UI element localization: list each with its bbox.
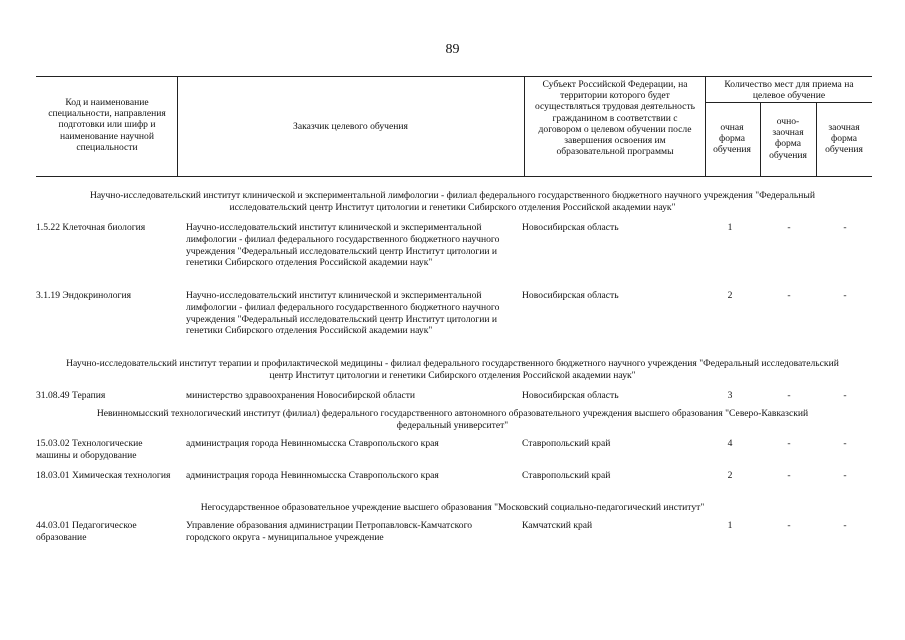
- header-top-rule: [36, 76, 872, 77]
- row-parttime: -: [787, 470, 791, 481]
- header-code: Код и наименование специальности, направления подготовки или шифр и наименование научной специальности: [48, 97, 166, 153]
- org-heading: Невинномысский технологический институт (филиал) федерального государственного автономного образовательного учреждения высшего образования "Северо-Кавказский федеральный университет": [96, 408, 809, 432]
- row-customer: администрация города Невинномысска Ставропольского края: [186, 470, 439, 481]
- row-region: Камчатский край: [522, 520, 593, 531]
- page-number: 89: [445, 42, 460, 57]
- header-region: Субъект Российской Федерации, на территории которого будет осуществляться трудовая деятельность гражданином в соответствии с договором о целевом обучении после завершения освоения им образовательной программы: [534, 79, 696, 158]
- row-distance: -: [843, 222, 847, 233]
- row-distance: -: [843, 390, 847, 401]
- row-code: 18.03.01 Химическая технология: [36, 470, 171, 481]
- row-fulltime: 3: [727, 390, 733, 401]
- header-fulltime: очная форма обучения: [713, 122, 751, 156]
- row-region: Новосибирская область: [522, 390, 619, 401]
- row-customer: Научно-исследовательский институт клинической и экспериментальной лимфологии - филиал федерального государственного бюджетного научного учреждения "Федеральный исследовательский центр Институт цитологии и генетики Сибирского отделения Российской академии наук": [186, 290, 500, 337]
- row-region: Ставропольский край: [522, 470, 611, 481]
- row-parttime: -: [787, 390, 791, 401]
- row-code: 1.5.22 Клеточная биология: [36, 222, 146, 233]
- row-fulltime: 2: [727, 290, 733, 301]
- header-divider-4: [760, 102, 761, 176]
- row-fulltime: 4: [727, 438, 733, 449]
- org-heading: Негосударственное образовательное учреждение высшего образования "Московский социально-педагогический институт": [200, 502, 705, 513]
- row-fulltime: 2: [727, 470, 733, 481]
- header-customer: Заказчик целевого обучения: [293, 121, 408, 132]
- row-region: Новосибирская область: [522, 222, 619, 233]
- header-places: Количество мест для приема на целевое обучение: [724, 79, 854, 102]
- header-distance: заочная форма обучения: [825, 122, 863, 156]
- row-code: 3.1.19 Эндокринология: [36, 290, 131, 301]
- row-customer: Научно-исследовательский институт клинической и экспериментальной лимфологии - филиал федерального государственного бюджетного научного учреждения "Федеральный исследовательский центр Институт цитологии и генетики Сибирского отделения Российской академии наук": [186, 222, 500, 269]
- row-fulltime: 1: [727, 222, 733, 233]
- row-code: 15.03.02 Технологические машины и оборудование: [36, 438, 143, 461]
- row-customer: администрация города Невинномысска Ставропольского края: [186, 438, 439, 449]
- header-divider-5: [816, 102, 817, 176]
- row-parttime: -: [787, 290, 791, 301]
- header-parttime: очно-заочная форма обучения: [769, 116, 807, 161]
- row-region: Новосибирская область: [522, 290, 619, 301]
- row-parttime: -: [787, 222, 791, 233]
- org-heading: Научно-исследовательский институт терапии и профилактической медицины - филиал федерального государственного бюджетного научного учреждения "Федеральный исследовательский центр Институт цитологии и генетики Сибирского отделения Российской академии наук": [66, 358, 839, 382]
- row-distance: -: [843, 520, 847, 531]
- header-divider-2: [524, 76, 525, 176]
- row-customer: Управление образования администрации Петропавловск-Камчатского городского округа - муниципальное учреждение: [186, 520, 473, 543]
- row-fulltime: 1: [727, 520, 733, 531]
- row-region: Ставропольский край: [522, 438, 611, 449]
- org-heading: Научно-исследовательский институт клинической и экспериментальной лимфологии - филиал федерального государственного бюджетного научного учреждения "Федеральный исследовательский центр Институт цитологии и генетики Сибирского отделения Российской академии наук": [89, 190, 816, 214]
- row-code: 31.08.49 Терапия: [36, 390, 106, 401]
- row-distance: -: [843, 438, 847, 449]
- row-distance: -: [843, 290, 847, 301]
- row-distance: -: [843, 470, 847, 481]
- row-code: 44.03.01 Педагогическое образование: [36, 520, 137, 543]
- header-bottom-rule: [36, 176, 872, 177]
- header-divider-3: [705, 76, 706, 176]
- row-customer: министерство здравоохранения Новосибирской области: [186, 390, 416, 401]
- row-parttime: -: [787, 520, 791, 531]
- row-parttime: -: [787, 438, 791, 449]
- places-subheader-rule: [705, 102, 872, 103]
